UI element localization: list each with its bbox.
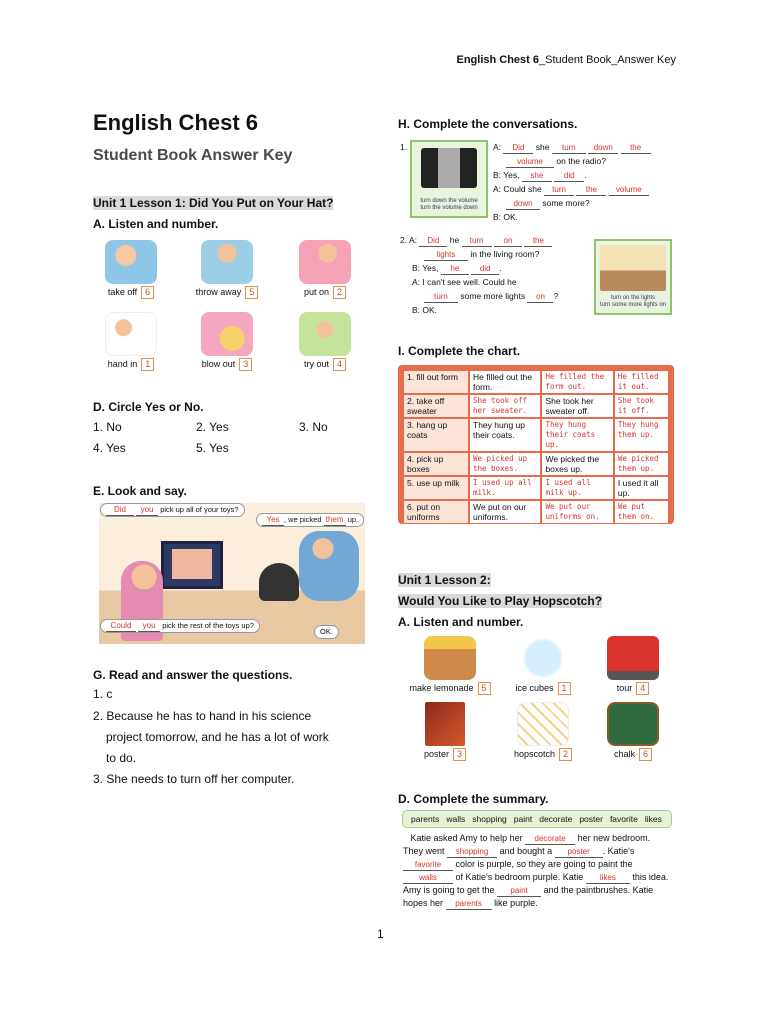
chart-cell: We picked the boxes up. [542,453,612,475]
phrasal-verb-chart [398,365,674,524]
chart-cell: They hung up their coats. [470,419,540,451]
picture-ice-cubes: ice cubes 1 [508,636,578,695]
chart-cell: He filled it out. [615,371,668,393]
section-e-heading: E. Look and say. [93,484,187,498]
word-bank-item: paint [513,814,533,824]
chart-row [404,501,668,523]
section-a-heading: A. Listen and number. [93,217,219,231]
chart-cell: We put them on. [615,501,668,523]
picture-put-on: put on 2 [290,240,360,299]
chart-cell: We picked up the boxes. [470,453,540,475]
word-bank-item: shopping [472,814,507,824]
document-subtitle: Student Book Answer Key [93,147,293,164]
chart-cell: 6. put on uniforms [404,501,468,523]
kids-illustration [299,531,359,601]
chart-row [404,453,668,475]
radio-photo: turn down the volume turn the volume down [410,140,488,218]
living-room-photo: turn on the lights turn some more lights on [594,239,672,315]
webcam-illustration [259,563,299,601]
chart-cell: 5. use up milk [404,477,468,499]
picture-make-lemonade: make lemonade 5 [404,636,496,695]
chart-cell: 4. pick up boxes [404,453,468,475]
word-bank-item: favorite [609,814,638,824]
speech-bubble-4: OK. [314,625,339,639]
word-bank-item: walls [446,814,466,824]
section-g-heading: G. Read and answer the questions. [93,668,293,682]
conversation-1-number: 1. [400,142,408,152]
word-bank [402,810,672,828]
picture-hand-in: hand in 1 [96,312,166,371]
chart-cell: I used up all milk. [470,477,540,499]
chart-cell: She took her sweater off. [542,395,612,417]
d-answer-2: 2. Yes [196,420,229,434]
page-number: 1 [377,927,384,941]
word-bank-item: likes [644,814,662,824]
picture-take-off: take off 6 [96,240,166,299]
g-answer-2-line2: project tomorrow, and he has a lot of work [106,730,329,744]
chart-cell: We picked them up. [615,453,668,475]
g-answer-1: 1. c [93,687,113,701]
chart-row [404,395,668,417]
word-bank-item: parents [411,814,440,824]
d-answer-1: 1. No [93,420,122,434]
chart-cell: They hung their coats up. [542,419,612,451]
picture-throw-away: throw away 5 [188,240,266,299]
d-answer-4: 4. Yes [93,441,126,455]
chart-table [402,369,670,525]
document-title: English Chest 6 [93,110,259,135]
d-answer-3: 3. No [299,420,328,434]
chart-row [404,419,668,451]
section-i-heading: I. Complete the chart. [398,344,521,358]
chart-row [404,371,668,393]
summary-paragraph: Katie asked Amy to help her decorate her new bedroom. They went shopping and bought a poster . Katie's favorite color is purple, so they are going to paint the walls of Katie's bedroom purple. Katie likes this idea. Amy is going to get the paint and the paintbrushes. Katie hopes her parents like purple. [403,833,669,908]
chart-cell: He filled out the form. [470,371,540,393]
g-answer-2-line1: 2. Because he has to hand in his science [93,709,312,723]
chart-cell: They hung them up. [615,419,668,451]
word-bank-item: poster [579,814,603,824]
chart-row [404,477,668,499]
conversation-2: 2. A: Did he turn on the lights in the living room? B: Yes, he did . A: I can't see well. Could he turn some more lights on ? B: OK. [400,235,559,315]
chart-cell: We put our uniforms on. [542,501,612,523]
section-h-heading: H. Complete the conversations. [398,117,578,131]
running-header: English Chest 6_Student Book_Answer Key [456,54,676,66]
chart-cell: 1. fill out form [404,371,468,393]
chart-cell: She took it off. [615,395,668,417]
chart-cell: 2. take off sweater [404,395,468,417]
picture-hopscotch: hopscotch 2 [508,702,578,761]
chart-cell: I used it all up. [615,477,668,499]
unit1-lesson2-heading-2: Would You Like to Play Hopscotch? [398,594,603,608]
picture-blow-out: blow out 3 [188,312,266,371]
picture-poster: poster 3 [410,702,480,761]
speech-bubble-2: Yes , we picked them up. [256,513,364,527]
computer-illustration [161,541,223,589]
picture-try-out: try out 4 [290,312,360,371]
g-answer-3: 3. She needs to turn off her computer. [93,772,295,786]
chart-cell: I used all milk up. [542,477,612,499]
picture-tour: tour 4 [598,636,668,695]
d-answer-5: 5. Yes [196,441,229,455]
speech-bubble-3: Could you pick the rest of the toys up? [100,619,260,633]
unit1-lesson1-heading: Unit 1 Lesson 1: Did You Put on Your Hat? [93,196,334,210]
lesson2-section-a-heading: A. Listen and number. [398,615,524,629]
picture-chalk: chalk 6 [598,702,668,761]
g-answer-2-line3: to do. [106,751,137,765]
chart-cell: 3. hang up coats [404,419,468,451]
chart-cell: She took off her sweater. [470,395,540,417]
chart-cell: He filled the form out. [542,371,612,393]
speech-bubble-1: Did you pick up all of your toys? [100,503,245,517]
chart-cell: We put on our uniforms. [470,501,540,523]
conversation-1: A: Did she turn down the volume on the radio? B: Yes, she did . A: Could she turn the volume down some more? B: OK. [493,140,678,224]
section-d-heading: D. Circle Yes or No. [93,400,204,414]
word-bank-item: decorate [539,814,573,824]
unit1-lesson2-heading-1: Unit 1 Lesson 2: [398,573,491,587]
lesson2-section-d-heading: D. Complete the summary. [398,792,549,806]
